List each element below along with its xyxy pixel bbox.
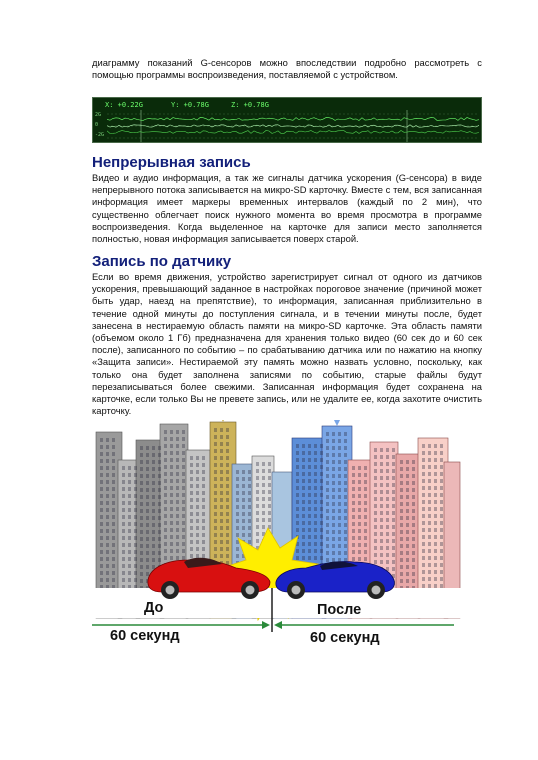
paragraph-sensor-recording: Если во время движения, устройство зарегистрирует сигнал от одного из датчиков ускорения, превышающий заданное в настройках пороговое значение (причиной может быть удар, наезд на препятствие), то информация, записанная приблизительно в течение одной минуты до поступления сигнала, и в течении минуты после, будет занесена в нестираемую область памяти на микро-SD карточке. Эта область памяти (объемом около 1 Гб) предназначена для хранения только видео (60 сек до и 60 сек после), записанного по событию – по срабатыванию датчика или по нажатию на кнопку «Защита записи». Нестираемой эту память можно назвать условно, поскольку, как только она будет заполнена записями по событию, старые файлы будут перезаписываться более свежими. Записанная информация будет сохранена на карточке, если только Вы не превете запись, или не удалите ее, когда захотите очистить карточку. bbox=[92, 271, 482, 417]
gsensor-traces bbox=[107, 110, 479, 142]
label-after: После bbox=[317, 602, 362, 618]
gsensor-y-readout: Y: +0.78G bbox=[171, 101, 209, 109]
heading-sensor-recording: Запись по датчику bbox=[92, 253, 232, 270]
paragraph-continuous-recording: Видео и аудио информация, а так же сигналы датчика ускорения (G-сенсора) в виде непрерывного потока записывается на микро-SD карточку. Вместе с тем, вся записанная информация имеет маркеры временных интервалов (каждый по 2 мин), что существенно облегчает поиск нужного момента во время просмотра в программе воспроизведения. Когда выделенное на карточке для записи место заполняется полностью, новая информация записывается поверх старой. bbox=[92, 172, 482, 245]
label-duration-before: 60 секунд bbox=[110, 628, 180, 644]
gsensor-scale-top: 2G bbox=[95, 112, 102, 118]
gsensor-scale-bottom: -2G bbox=[95, 132, 105, 138]
label-before: До bbox=[144, 600, 164, 616]
gsensor-trace-x bbox=[107, 118, 479, 121]
gsensor-trace-z bbox=[107, 131, 479, 134]
gsensor-scale-mid: 0 bbox=[95, 122, 99, 128]
gsensor-z-readout: Z: +0.78G bbox=[231, 101, 269, 109]
gsensor-x-readout: X: +0.22G bbox=[105, 101, 143, 109]
heading-continuous-recording: Непрерывная запись bbox=[92, 154, 251, 171]
event-recording-illustration bbox=[92, 420, 462, 650]
gsensor-graph bbox=[92, 97, 482, 143]
intro-paragraph: диаграмму показаний G-сенсоров можно впоследствии подробно рассмотреть с помощью программы воспроизведения, поставляемой с устройством. bbox=[92, 57, 482, 81]
label-duration-after: 60 секунд bbox=[310, 630, 380, 646]
